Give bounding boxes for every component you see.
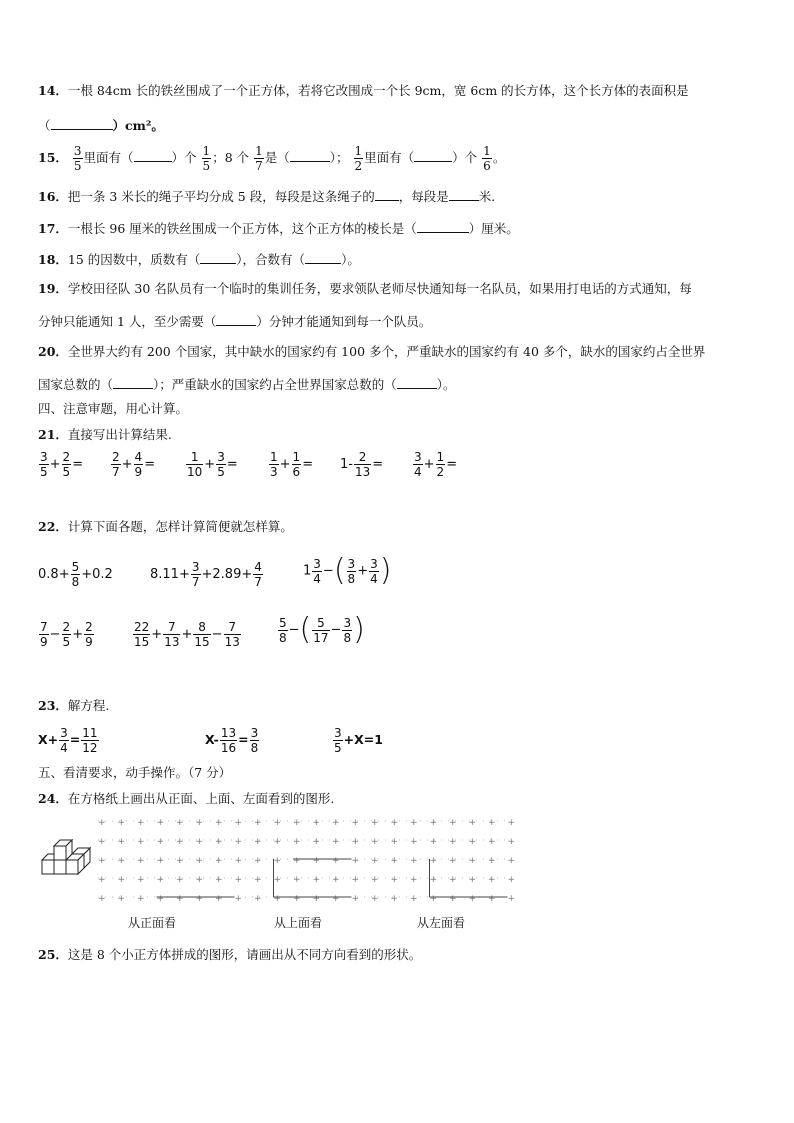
question-17: 17．一根长 96 厘米的铁丝围成一个正方体，这个正方体的棱长是（ ）厘米。	[38, 218, 519, 238]
question-22: 22．计算下面各题，怎样计算简便就怎样算。	[38, 519, 293, 534]
svg-text:+: +	[293, 818, 301, 828]
svg-text:+: +	[195, 894, 204, 904]
svg-text:+: +	[351, 894, 360, 904]
svg-text:+: +	[156, 856, 165, 866]
svg-text:+: +	[156, 894, 165, 904]
svg-text:+: +	[312, 894, 321, 904]
svg-text:+: +	[156, 818, 165, 828]
svg-text:+: +	[507, 837, 516, 847]
fraction: $\frac{3}{5}$	[73, 144, 82, 173]
svg-text:+: +	[254, 894, 262, 904]
top-view-label: 从上面看	[274, 916, 323, 930]
svg-text:+: +	[507, 818, 516, 828]
calc-item: $\frac{3}{5}$ + $\frac{2}{5}$ =	[40, 450, 84, 479]
svg-text:+: +	[234, 856, 243, 866]
answer-blank[interactable]	[397, 374, 437, 389]
svg-text:+: +	[468, 818, 477, 828]
svg-text:+: +	[468, 856, 477, 866]
expression-22-2: 8.11+ $\frac{3}{7}$ +2.89+ $\frac{4}{7}$	[150, 560, 262, 589]
question-14	[38, 82, 689, 100]
svg-text:+: +	[449, 837, 457, 847]
svg-text:+: +	[254, 837, 262, 847]
svg-text:+: +	[449, 818, 457, 828]
question-18: 18．15 的因数中，质数有（ ），合数有（ ）。	[38, 249, 360, 269]
dot-grid-paper	[92, 815, 532, 907]
question-25: 25．这是 8 个小正方体拼成的图形，请画出从不同方向看到的形状。	[38, 947, 422, 962]
answer-blank[interactable]	[414, 147, 452, 162]
cube-stack-figure	[40, 838, 92, 880]
svg-text:+: +	[137, 837, 145, 847]
question-21: 21．直接写出计算结果.	[38, 427, 172, 442]
question-number: 14．	[38, 83, 68, 98]
section-5-heading: 五、看清要求，动手操作。（7 分）	[38, 765, 232, 780]
front-view-label: 从正面看	[128, 916, 177, 930]
svg-text:+: +	[176, 894, 184, 904]
svg-text:+: +	[449, 856, 457, 866]
answer-blank[interactable]	[417, 218, 469, 233]
svg-text:+: +	[429, 837, 438, 847]
svg-text:+: +	[215, 837, 223, 847]
svg-text:+: +	[390, 856, 399, 866]
svg-text:+: +	[371, 818, 379, 828]
svg-text:+: +	[371, 894, 379, 904]
svg-text:+: +	[351, 875, 360, 885]
expression-22-1: 0.8+ $\frac{5}{8}$ +0.2	[38, 560, 113, 589]
svg-text:+: +	[312, 856, 321, 866]
svg-text:+: +	[156, 837, 165, 847]
svg-text:+: +	[507, 856, 516, 866]
svg-text:+: +	[429, 818, 438, 828]
svg-text:+: +	[254, 856, 262, 866]
answer-blank[interactable]	[449, 186, 479, 201]
svg-text:+: +	[351, 837, 360, 847]
equation-3: $\frac{3}{5}$ +X=1	[334, 726, 383, 755]
svg-text:+: +	[312, 837, 321, 847]
svg-text:+: +	[273, 818, 282, 828]
question-20: 20．全世界大约有 200 个国家，其中缺水的国家约有 100 多个，严重缺水的国家约有 40 多个，缺水的国家约占全世界	[38, 344, 706, 359]
question-14-answer-line: （ ）cm²。	[38, 115, 164, 135]
answer-blank[interactable]	[305, 249, 341, 264]
calc-item: $\frac{3}{4}$ + $\frac{1}{2}$ =	[414, 450, 458, 479]
svg-text:+: +	[273, 875, 282, 885]
svg-text:+: +	[429, 856, 438, 866]
svg-text:+: +	[429, 875, 438, 885]
svg-text:+: +	[293, 837, 301, 847]
svg-text:+: +	[507, 875, 516, 885]
svg-text:+: +	[137, 856, 145, 866]
svg-text:+: +	[488, 837, 496, 847]
svg-text:+: +	[137, 818, 145, 828]
svg-text:+: +	[293, 875, 301, 885]
expression-22-3: 1 $\frac{3}{4}$ −( $\frac{3}{8}$ + $\frac{3}{4}$ )	[303, 553, 392, 588]
svg-text:+: +	[410, 894, 418, 904]
expression-22-6: $\frac{5}{8}$ −( $\frac{5}{17}$ − $\frac{3}{8}$ )	[279, 612, 365, 647]
svg-text:+: +	[332, 837, 340, 847]
svg-text:+: +	[195, 837, 204, 847]
question-text: 一根 84cm 长的铁丝围成了一个正方体，若将它改围成一个长 9cm，宽 6cm 的长方体，这个长方体的表面积是	[67, 83, 689, 98]
svg-text:+: +	[98, 837, 106, 847]
equation-2: X- $\frac{13}{16}$ = $\frac{3}{8}$	[205, 726, 259, 755]
svg-text:+: +	[117, 856, 126, 866]
svg-text:+: +	[390, 837, 399, 847]
svg-text:+: +	[371, 875, 379, 885]
svg-text:+: +	[410, 818, 418, 828]
svg-text:+: +	[410, 856, 418, 866]
svg-text:+: +	[429, 894, 438, 904]
svg-text:+: +	[98, 818, 106, 828]
calc-item: 1- $\frac{2}{13}$ =	[340, 450, 384, 479]
question-20-line2: 国家总数的（ ）；严重缺水的国家约占全世界国家总数的（ ）。	[38, 374, 456, 394]
svg-text:+: +	[488, 818, 496, 828]
svg-text:+: +	[273, 894, 282, 904]
svg-text:+: +	[312, 818, 321, 828]
svg-text:+: +	[332, 818, 340, 828]
question-24: 24．在方格纸上画出从正面、上面、左面看到的图形.	[38, 791, 335, 806]
svg-text:+: +	[215, 875, 223, 885]
question-16: 16．把一条 3 米长的绳子平均分成 5 段，每段是这条绳子的 ，每段是 米.	[38, 186, 495, 206]
svg-text:+: +	[254, 818, 262, 828]
svg-text:+: +	[390, 875, 399, 885]
calc-item: $\frac{2}{7}$ + $\frac{4}{9}$ =	[112, 450, 156, 479]
svg-text:+: +	[312, 875, 321, 885]
calc-item: $\frac{1}{3}$ + $\frac{1}{6}$ =	[270, 450, 314, 479]
svg-text:+: +	[273, 837, 282, 847]
svg-text:+: +	[98, 856, 106, 866]
svg-text:+: +	[137, 875, 145, 885]
question-15: 15． $\frac{3}{5}$ 里面有（ ）个 $\frac{1}{5}$ ；8 个 $\frac{1}{7}$ 是（ ）； $\frac{1}{2}$ 里面有（ ）个 $\frac{1}{6}$ 。	[38, 144, 506, 173]
fraction: $\frac{1}{5}$	[202, 144, 211, 173]
fraction: $\frac{1}{2}$	[354, 144, 363, 173]
svg-text:+: +	[137, 894, 145, 904]
svg-text:+: +	[254, 875, 262, 885]
svg-text:+: +	[176, 837, 184, 847]
svg-text:+: +	[215, 894, 223, 904]
svg-text:+: +	[117, 818, 126, 828]
svg-text:+: +	[176, 818, 184, 828]
svg-text:+: +	[98, 875, 106, 885]
svg-text:+: +	[293, 894, 301, 904]
svg-text:+: +	[488, 894, 496, 904]
svg-text:+: +	[332, 875, 340, 885]
calc-item: $\frac{1}{10}$ + $\frac{3}{5}$ =	[187, 450, 238, 479]
expression-22-4: $\frac{7}{9}$ − $\frac{2}{5}$ + $\frac{2}{9}$	[40, 620, 93, 649]
svg-text:+: +	[176, 875, 184, 885]
answer-blank[interactable]	[216, 311, 256, 326]
svg-text:+: +	[273, 856, 282, 866]
fraction: $\frac{1}{6}$	[483, 144, 491, 173]
svg-text:+: +	[371, 837, 379, 847]
svg-text:+: +	[117, 837, 126, 847]
svg-text:+: +	[234, 875, 243, 885]
svg-text:+: +	[410, 875, 418, 885]
answer-blank[interactable]	[200, 249, 236, 264]
equation-1: X+ $\frac{3}{4}$ = $\frac{11}{12}$	[38, 726, 98, 755]
svg-text:+: +	[117, 894, 126, 904]
svg-text:+: +	[195, 875, 204, 885]
svg-text:+: +	[332, 894, 340, 904]
svg-text:+: +	[234, 837, 243, 847]
svg-text:+: +	[293, 856, 301, 866]
svg-text:+: +	[488, 875, 496, 885]
fraction: $\frac{1}{7}$	[255, 144, 263, 173]
svg-text:+: +	[351, 818, 360, 828]
question-23: 23．解方程.	[38, 698, 110, 713]
answer-blank[interactable]	[290, 147, 330, 162]
svg-text:+: +	[156, 875, 165, 885]
svg-text:+: +	[117, 875, 126, 885]
svg-text:+: +	[98, 894, 106, 904]
svg-text:+: +	[488, 856, 496, 866]
answer-blank[interactable]	[134, 147, 172, 162]
svg-text:+: +	[390, 818, 399, 828]
svg-text:+: +	[390, 894, 399, 904]
svg-text:+: +	[195, 818, 204, 828]
svg-text:+: +	[468, 875, 477, 885]
svg-text:+: +	[449, 875, 457, 885]
svg-text:+: +	[410, 837, 418, 847]
svg-text:+: +	[215, 856, 223, 866]
svg-text:+: +	[449, 894, 457, 904]
svg-text:+: +	[468, 894, 477, 904]
svg-text:+: +	[332, 856, 340, 866]
svg-text:+: +	[215, 818, 223, 828]
question-19: 19．学校田径队 30 名队员有一个临时的集训任务，要求领队老师尽快通知每一名队员，如果用打电话的方式通知，每	[38, 281, 692, 296]
answer-blank[interactable]	[113, 374, 153, 389]
svg-text:+: +	[195, 856, 204, 866]
svg-text:+: +	[507, 894, 516, 904]
answer-blank[interactable]	[375, 186, 399, 201]
expression-22-5: $\frac{22}{15}$ + $\frac{7}{13}$ + $\frac{8}{15}$ − $\frac{7}{13}$	[134, 620, 240, 649]
svg-text:+: +	[176, 856, 184, 866]
section-4-heading: 四、注意审题，用心计算。	[38, 401, 189, 416]
svg-text:+: +	[234, 894, 243, 904]
answer-blank[interactable]	[51, 115, 113, 130]
question-19-line2: 分钟只能通知 1 人，至少需要（ ）分钟才能通知到每一个队员。	[38, 311, 431, 331]
svg-text:+: +	[234, 818, 243, 828]
left-view-label: 从左面看	[417, 916, 466, 930]
svg-text:+: +	[371, 856, 379, 866]
svg-text:+: +	[468, 837, 477, 847]
svg-text:+: +	[351, 856, 360, 866]
